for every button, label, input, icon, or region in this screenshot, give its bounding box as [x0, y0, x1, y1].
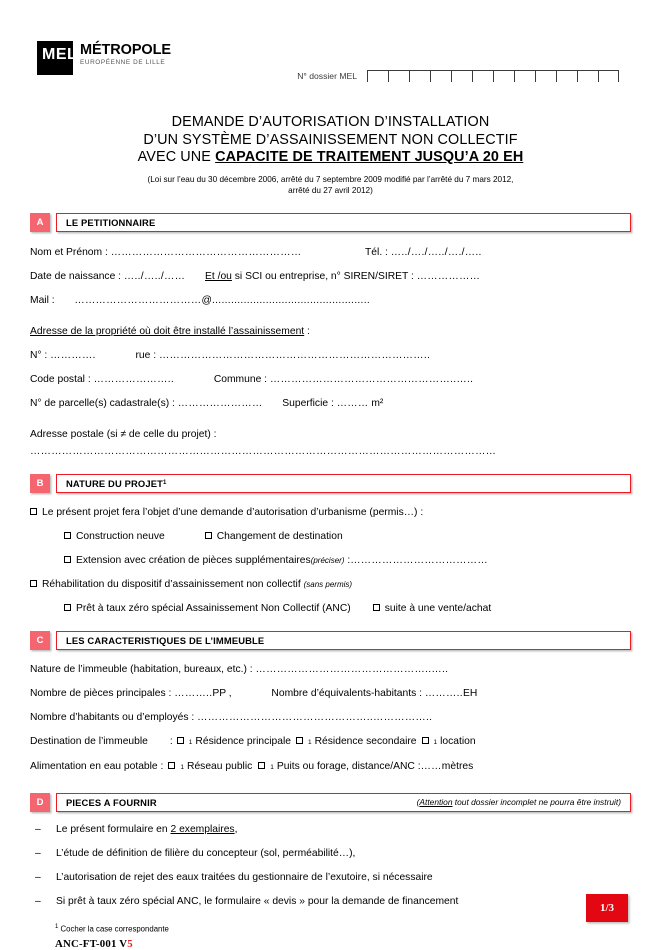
section-a-title: LE PETITIONNAIRE — [66, 216, 156, 228]
page-header — [30, 0, 631, 98]
mail-label: Mail : — [30, 294, 55, 306]
dossier-comb-input[interactable] — [367, 70, 619, 82]
dossier-comb-cell[interactable] — [598, 71, 619, 82]
superficie-label: Superficie : — [282, 397, 334, 409]
dossier-comb-cell[interactable] — [493, 71, 514, 82]
checkbox-reseau-public-icon[interactable] — [168, 762, 175, 769]
parcelle-label: N° de parcelle(s) cadastrale(s) : — [30, 397, 175, 409]
document-reference-code: ANC-FT-001 V — [55, 938, 128, 950]
pieces-principales-unit: PP , — [212, 687, 232, 699]
checkbox-residence-principale-label: Résidence principale — [195, 735, 291, 747]
section-d-note — [417, 797, 621, 807]
section-d-title: PIECES A FOURNIR — [66, 796, 157, 808]
adresse-postale-heading — [30, 428, 631, 441]
checkbox-extension-hint: (préciser) — [310, 555, 345, 565]
numero-label: N° : — [30, 349, 48, 361]
checkbox-rehabilitation-label — [42, 578, 352, 591]
adresse-propriete-heading — [30, 325, 631, 338]
superficie-input[interactable]: ……… — [336, 397, 369, 409]
distance-anc-input[interactable]: …… — [420, 760, 442, 772]
checkbox-row-extension[interactable] — [30, 554, 631, 567]
section-a-letter: A — [30, 213, 50, 232]
title-line-3 — [30, 149, 631, 167]
legal-line-2: arrêté du 27 avril 2012) — [288, 186, 373, 195]
rue-label: rue : — [135, 349, 157, 361]
field-nom-prenom — [30, 246, 631, 259]
nom-prenom-input[interactable]: ……………………………………………… — [110, 246, 302, 258]
list-item-suffix: , — [234, 823, 238, 835]
section-d-header — [30, 793, 631, 812]
adresse-propriete-colon: : — [304, 325, 310, 337]
pieces-principales-input[interactable]: ……….. — [174, 687, 213, 699]
equivalents-habitants-label: Nombre d’équivalents-habitants : — [271, 687, 422, 699]
page-number-badge: 1/3 — [586, 894, 628, 922]
section-d-bar — [56, 793, 631, 812]
list-item-dash-icon: – — [35, 871, 41, 883]
mail-input-domain[interactable]: .................................................. — [211, 294, 371, 306]
list-item-text: Le présent formulaire en — [56, 823, 171, 835]
list-item-label — [56, 871, 433, 884]
checkbox-residence-secondaire-icon[interactable] — [296, 737, 303, 744]
dossier-comb-cell[interactable] — [430, 71, 451, 82]
checkbox-changement-destination-label: Changement de destination — [216, 530, 343, 542]
list-item-label — [56, 823, 237, 836]
dossier-comb-cell[interactable] — [535, 71, 556, 82]
habitants-employes-label: Nombre d’habitants ou d’employés : — [30, 711, 195, 723]
checkbox-vente-achat-label: suite à une vente/achat — [384, 602, 492, 614]
dossier-label: N° dossier MEL — [297, 71, 357, 81]
list-item-text: L’étude de définition de filière du concepteur (sol, perméabilité…), — [56, 847, 356, 859]
distance-anc-unit: mètres — [441, 760, 474, 772]
checkbox-location-label: location — [440, 735, 476, 747]
list-item-dash-icon: – — [35, 823, 41, 835]
section-d-letter: D — [30, 793, 50, 812]
checkbox-rehabilitation-hint: (sans permis) — [303, 579, 353, 589]
dossier-field — [297, 70, 619, 82]
field-mail — [30, 294, 631, 307]
checkbox-changement-destination-icon[interactable] — [205, 532, 212, 539]
field-pieces-eh — [30, 687, 631, 700]
pieces-a-fournir-list — [30, 823, 631, 908]
section-a-header — [30, 213, 631, 232]
dossier-comb-cell[interactable] — [451, 71, 472, 82]
siren-label: si SCI ou entreprise, n° SIREN/SIRET : — [234, 270, 414, 282]
field-naissance-siren — [30, 270, 631, 283]
destination-opt3-footnote-marker: 1 — [433, 738, 438, 746]
footnote-marker: 1 — [55, 923, 59, 930]
list-item-label — [56, 847, 355, 860]
tel-label: Tél. : — [365, 246, 388, 258]
destination-opt1-footnote-marker: 1 — [188, 738, 193, 746]
checkbox-row-construction-changement[interactable] — [30, 530, 631, 543]
checkbox-row-pret-vente[interactable] — [30, 602, 631, 615]
section-b-header — [30, 474, 631, 493]
document-title — [30, 114, 631, 167]
superficie-unit: m² — [371, 397, 384, 409]
destination-immeuble-label: Destination de l’immeuble — [30, 735, 148, 747]
field-numero-rue — [30, 349, 631, 362]
commune-input[interactable]: ……………………………………………..….. — [269, 373, 474, 385]
mail-at-symbol: @ — [201, 294, 212, 306]
legal-line-1: (Loi sur l’eau du 30 décembre 2006, arrêté du 7 septembre 2009 modifié par l’arrêté du 7 mars 2012, — [147, 174, 514, 184]
section-b-bar — [56, 474, 631, 493]
siren-input[interactable]: ……………… — [416, 270, 481, 282]
mel-logo-mark: MEL — [37, 41, 73, 75]
list-item — [30, 847, 631, 860]
checkbox-construction-neuve-icon[interactable] — [64, 532, 71, 539]
field-destination-immeuble — [30, 735, 631, 749]
adresse-postale-input[interactable]: …………………………………………………………………………………………………………………… — [30, 445, 497, 457]
list-item-text: Si prêt à taux zéro spécial ANC, le formulaire « devis » pour la demande de financement — [56, 895, 459, 907]
checkbox-puits-forage-icon[interactable] — [258, 762, 265, 769]
field-parcelle-superficie — [30, 397, 631, 410]
checkbox-construction-neuve-label: Construction neuve — [76, 530, 165, 542]
rue-input[interactable]: ………………………………………………………………….. — [158, 349, 431, 361]
checkbox-extension-icon[interactable] — [64, 556, 71, 563]
mel-logo-title: MÉTROPOLE — [80, 42, 171, 58]
checkbox-urbanisme-label: Le présent projet fera l’objet d’une demande d’autorisation d’urbanisme (permis…) : — [42, 506, 424, 518]
extension-input[interactable]: ………………………………… — [350, 554, 488, 566]
code-postal-label: Code postal : — [30, 373, 91, 385]
section-d-note-attention: Attention — [419, 797, 453, 807]
checkbox-pret-taux-zero-label: Prêt à taux zéro spécial Assainissement Non Collectif (ANC) — [76, 602, 351, 614]
destination-colon: : — [169, 735, 173, 747]
checkbox-puits-forage-label: Puits ou forage, distance/ANC : — [276, 760, 421, 772]
dossier-comb-cell[interactable] — [388, 71, 409, 82]
pieces-principales-label: Nombre de pièces principales : — [30, 687, 172, 699]
nature-immeuble-label: Nature de l’immeuble (habitation, bureaux, etc.) : — [30, 663, 253, 675]
numero-input[interactable]: …………. — [50, 349, 96, 361]
title-line-3-prefix: AVEC UNE — [137, 149, 216, 165]
parcelle-input[interactable]: …………………… — [177, 397, 263, 409]
nature-immeuble-input[interactable]: …………………………………………..….. — [255, 663, 449, 675]
section-c-header — [30, 631, 631, 650]
checkbox-residence-principale-icon[interactable] — [177, 737, 184, 744]
section-a-bar — [56, 213, 631, 232]
checkbox-extension-label — [76, 554, 488, 567]
checkbox-rehabilitation-icon[interactable] — [30, 580, 37, 587]
list-item — [30, 895, 631, 908]
document-reference-version: 5 — [127, 938, 133, 950]
footnote — [30, 922, 631, 935]
section-b-letter: B — [30, 474, 50, 493]
eau-opt2-footnote-marker: 1 — [270, 763, 274, 771]
document-reference — [30, 938, 631, 950]
checkbox-rehabilitation-text: Réhabilitation du dispositif d’assainissement non collectif — [42, 578, 301, 590]
commune-label: Commune : — [213, 373, 268, 385]
checkbox-location-icon[interactable] — [422, 737, 429, 744]
field-cp-commune — [30, 373, 631, 386]
destination-opt2-footnote-marker: 1 — [308, 738, 312, 746]
section-c-title: LES CARACTERISTIQUES DE L’IMMEUBLE — [66, 634, 265, 646]
adresse-postale-label: Adresse postale (si ≠ de celle du projet) : — [30, 428, 217, 440]
title-line-1: DEMANDE D’AUTORISATION D’INSTALLATION — [171, 114, 490, 130]
mel-logo — [37, 41, 171, 75]
mail-input-local[interactable]: ……………………………… — [74, 294, 202, 306]
section-c-letter: C — [30, 631, 50, 650]
checkbox-urbanisme-icon[interactable] — [30, 508, 37, 515]
section-c-bar — [56, 631, 631, 650]
habitants-employes-input[interactable]: …………………………………………..…………….. — [197, 711, 433, 723]
dossier-comb-cell[interactable] — [367, 71, 388, 82]
field-nature-immeuble — [30, 663, 631, 676]
dossier-comb-cell[interactable] — [514, 71, 535, 82]
eau-opt1-footnote-marker: 1 — [180, 763, 185, 771]
dossier-comb-cell[interactable] — [556, 71, 577, 82]
section-b-title: NATURE DU PROJET — [66, 477, 164, 489]
list-item-text: L’autorisation de rejet des eaux traitées du gestionnaire de l’exutoire, si nécessaire — [56, 871, 433, 883]
checkbox-pret-taux-zero-icon[interactable] — [64, 604, 71, 611]
checkbox-extension-colon: : — [344, 554, 351, 566]
list-item — [30, 871, 631, 884]
mel-logo-subtitle: EUROPÉENNE DE LILLE — [80, 58, 166, 66]
legal-reference — [30, 174, 631, 197]
list-item — [30, 823, 631, 836]
naissance-input[interactable]: …../…../…… — [123, 270, 186, 282]
nom-prenom-label: Nom et Prénom : — [30, 246, 108, 258]
list-item-emphasis: 2 exemplaires — [170, 823, 235, 835]
checkbox-vente-achat-icon[interactable] — [373, 604, 380, 611]
field-habitants-employes — [30, 711, 631, 724]
adresse-propriete-label: Adresse de la propriété où doit être installé l’assainissement — [30, 325, 305, 337]
title-line-2: D’UN SYSTÈME D’ASSAINISSEMENT NON COLLECTIF — [143, 131, 518, 148]
section-d-note-rest: tout dossier incomplet ne pourra être instruit) — [452, 797, 621, 807]
et-ou-label: Et /ou — [205, 270, 232, 282]
alimentation-eau-label: Alimentation en eau potable : — [30, 760, 164, 772]
checkbox-residence-secondaire-label: Résidence secondaire — [314, 735, 417, 747]
equivalents-habitants-input[interactable]: ……….. — [424, 687, 463, 699]
checkbox-extension-text: Extension avec création de pièces supplémentaires — [76, 554, 311, 566]
tel-input[interactable]: …../…./…../…./….. — [390, 246, 482, 258]
title-capacity-highlight: CAPACITE DE TRAITEMENT JUSQU’A 20 EH — [215, 149, 524, 165]
checkbox-row-rehabilitation[interactable] — [30, 578, 631, 591]
checkbox-reseau-public-label: Réseau public — [187, 760, 253, 772]
footnote-text: Cocher la case correspondante — [58, 924, 169, 934]
mel-logo-text — [80, 41, 171, 66]
checkbox-row-urbanisme[interactable] — [30, 506, 631, 519]
section-d-note-open: ( — [416, 797, 420, 807]
list-item-label — [56, 895, 458, 908]
section-b-title-footnote-marker: 1 — [163, 480, 167, 486]
code-postal-input[interactable]: ………………….. — [93, 373, 175, 385]
field-alimentation-eau — [30, 760, 631, 774]
equivalents-habitants-unit: EH — [462, 687, 478, 699]
naissance-label: Date de naissance : — [30, 270, 122, 282]
dossier-comb-cell[interactable] — [472, 71, 493, 82]
list-item-dash-icon: – — [35, 895, 41, 907]
list-item-dash-icon: – — [35, 847, 41, 859]
dossier-comb-cell[interactable] — [409, 71, 430, 82]
dossier-comb-cell[interactable] — [577, 71, 598, 82]
